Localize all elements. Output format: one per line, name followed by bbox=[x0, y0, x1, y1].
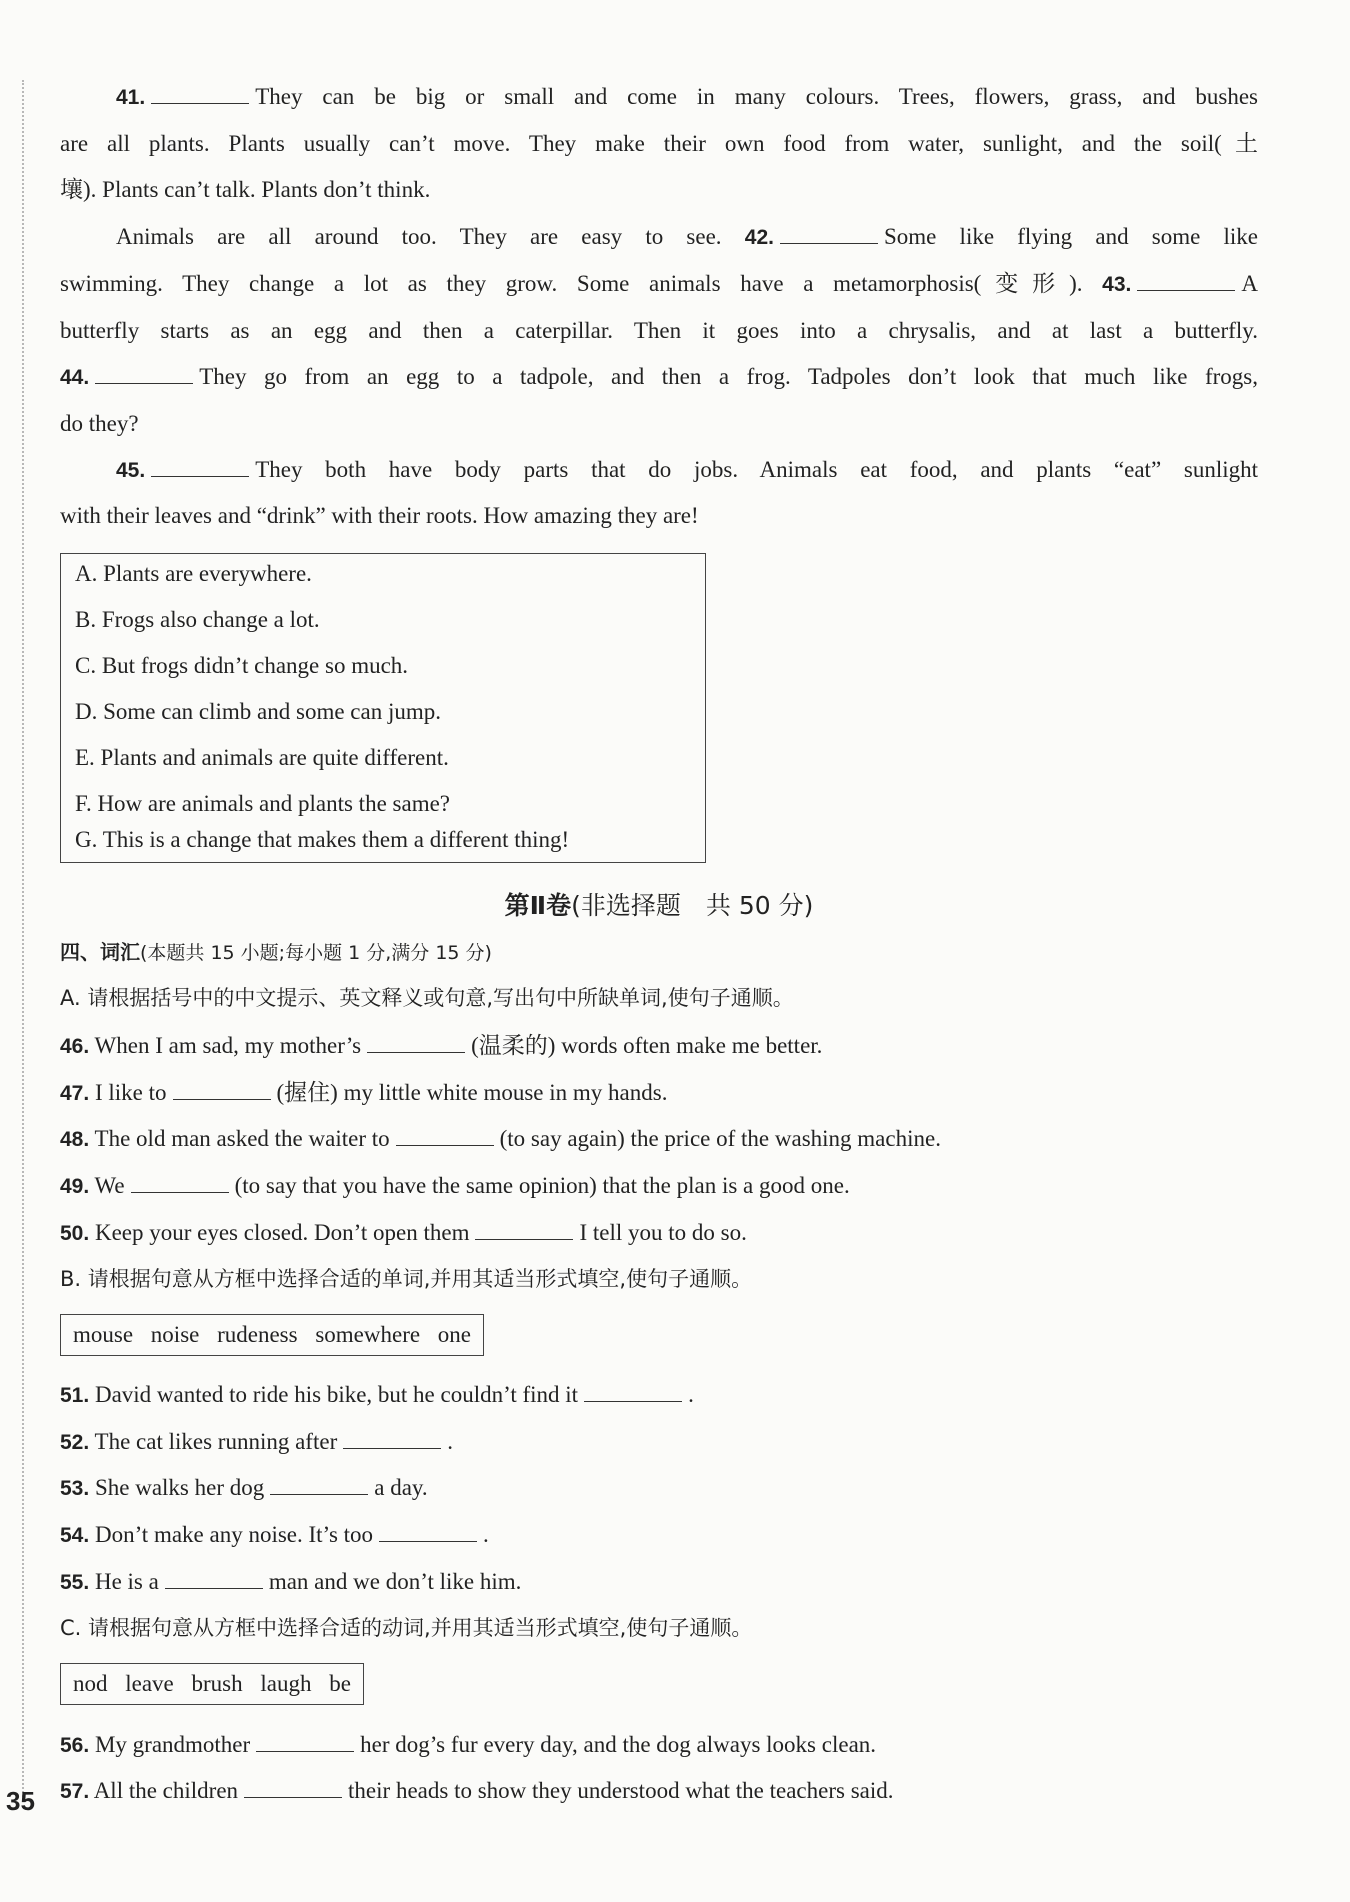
question-number-44: 44. bbox=[60, 366, 90, 389]
question-49: 49. We (to say that you have the same opinion) that the plan is a good one. bbox=[60, 1173, 850, 1198]
blank-48[interactable] bbox=[396, 1125, 494, 1146]
passage-line-4: Animals are all around too. They are easy to see. 42. Some like flying and some like bbox=[116, 224, 1259, 249]
blank-50[interactable] bbox=[475, 1219, 573, 1240]
page-number: 35 bbox=[6, 1786, 35, 1816]
question-50: 50. Keep your eyes closed. Don’t open them I tell you to do so. bbox=[60, 1220, 747, 1245]
question-51: 51. David wanted to ride his bike, but he couldn’t find it . bbox=[60, 1382, 694, 1407]
word-bank-c: nod leave brush laugh be bbox=[60, 1663, 364, 1705]
passage-line-10: with their leaves and “drink” with their roots. How amazing they are! bbox=[60, 503, 699, 528]
passage-line-9: 45. They both have body parts that do jobs. Animals eat food, and plants “eat” sunlight bbox=[116, 457, 1258, 482]
blank-49[interactable] bbox=[131, 1172, 229, 1193]
blank-41[interactable] bbox=[151, 83, 249, 104]
question-48: 48. The old man asked the waiter to (to say again) the price of the washing machine. bbox=[60, 1126, 941, 1151]
question-53: 53. She walks her dog a day. bbox=[60, 1475, 428, 1500]
passage-line-7: 44. They go from an egg to a tadpole, and then a frog. Tadpoles don’t look that much like frogs, bbox=[60, 364, 1258, 389]
blank-45[interactable] bbox=[151, 456, 249, 477]
question-56: 56. My grandmother her dog’s fur every day, and the dog always looks clean. bbox=[60, 1732, 877, 1757]
question-47: 47. I like to (握住) my little white mouse in my hands. bbox=[60, 1080, 668, 1105]
question-55: 55. He is a man and we don’t like him. bbox=[60, 1569, 522, 1594]
question-number-43: 43. bbox=[1102, 273, 1132, 296]
blank-44[interactable] bbox=[95, 363, 193, 384]
question-number-42: 42. bbox=[744, 226, 774, 249]
question-57: 57. All the children their heads to show they understood what the teachers said. bbox=[60, 1778, 894, 1803]
passage-line-6: butterfly starts as an egg and then a caterpillar. Then it goes into a chrysalis, and at last a butterfly. bbox=[60, 318, 1258, 343]
blank-57[interactable] bbox=[244, 1777, 342, 1798]
blank-54[interactable] bbox=[379, 1521, 477, 1542]
part4-heading: 四、词汇(本题共 15 小题;每小题 1 分,满分 15 分) bbox=[60, 940, 492, 964]
passage-line-1: 41. They can be big or small and come in many colours. Trees, flowers, grass, and bushes bbox=[116, 84, 1258, 109]
option-a: A. Plants are everywhere. bbox=[75, 561, 312, 586]
blank-46[interactable] bbox=[367, 1032, 465, 1053]
part4-a-instructions: A. 请根据括号中的中文提示、英文释义或句意,写出句中所缺单词,使句子通顺。 bbox=[60, 986, 794, 1010]
question-54: 54. Don’t make any noise. It’s too . bbox=[60, 1522, 489, 1547]
passage-line-5: swimming. They change a lot as they grow. Some animals have a metamorphosis(变形). 43. A bbox=[60, 271, 1258, 296]
question-46: 46. When I am sad, my mother’s (温柔的) words often make me better. bbox=[60, 1033, 823, 1058]
question-number-41: 41. bbox=[116, 86, 146, 109]
option-e: E. Plants and animals are quite different. bbox=[75, 745, 449, 770]
option-d: D. Some can climb and some can jump. bbox=[75, 699, 442, 724]
option-f: F. How are animals and plants the same? bbox=[75, 791, 450, 816]
question-52: 52. The cat likes running after . bbox=[60, 1429, 453, 1454]
blank-52[interactable] bbox=[343, 1428, 441, 1449]
passage-line-8: do they? bbox=[60, 411, 139, 436]
blank-56[interactable] bbox=[256, 1731, 354, 1752]
blank-51[interactable] bbox=[584, 1381, 682, 1402]
option-c: C. But frogs didn’t change so much. bbox=[75, 653, 409, 678]
blank-55[interactable] bbox=[165, 1568, 263, 1589]
binding-margin-line bbox=[22, 80, 24, 1800]
blank-43[interactable] bbox=[1137, 270, 1235, 291]
passage-line-2: are all plants. Plants usually can’t move. They make their own food from water, sunlight, and the soil(土 bbox=[60, 131, 1258, 156]
blank-42[interactable] bbox=[780, 223, 878, 244]
option-b: B. Frogs also change a lot. bbox=[75, 607, 320, 632]
word-bank-b: mouse noise rudeness somewhere one bbox=[60, 1314, 484, 1356]
passage-line-3: 壤). Plants can’t talk. Plants don’t think. bbox=[60, 177, 431, 202]
question-number-45: 45. bbox=[116, 459, 146, 482]
blank-53[interactable] bbox=[270, 1474, 368, 1495]
part4-c-instructions: C. 请根据句意从方框中选择合适的动词,并用其适当形式填空,使句子通顺。 bbox=[60, 1616, 753, 1640]
part4-b-instructions: B. 请根据句意从方框中选择合适的单词,并用其适当形式填空,使句子通顺。 bbox=[60, 1267, 753, 1291]
section-title: 第Ⅱ卷(非选择题 共 50 分) bbox=[504, 891, 814, 920]
blank-47[interactable] bbox=[173, 1079, 271, 1100]
options-box bbox=[60, 553, 706, 863]
option-g: G. This is a change that makes them a different thing! bbox=[75, 827, 570, 852]
